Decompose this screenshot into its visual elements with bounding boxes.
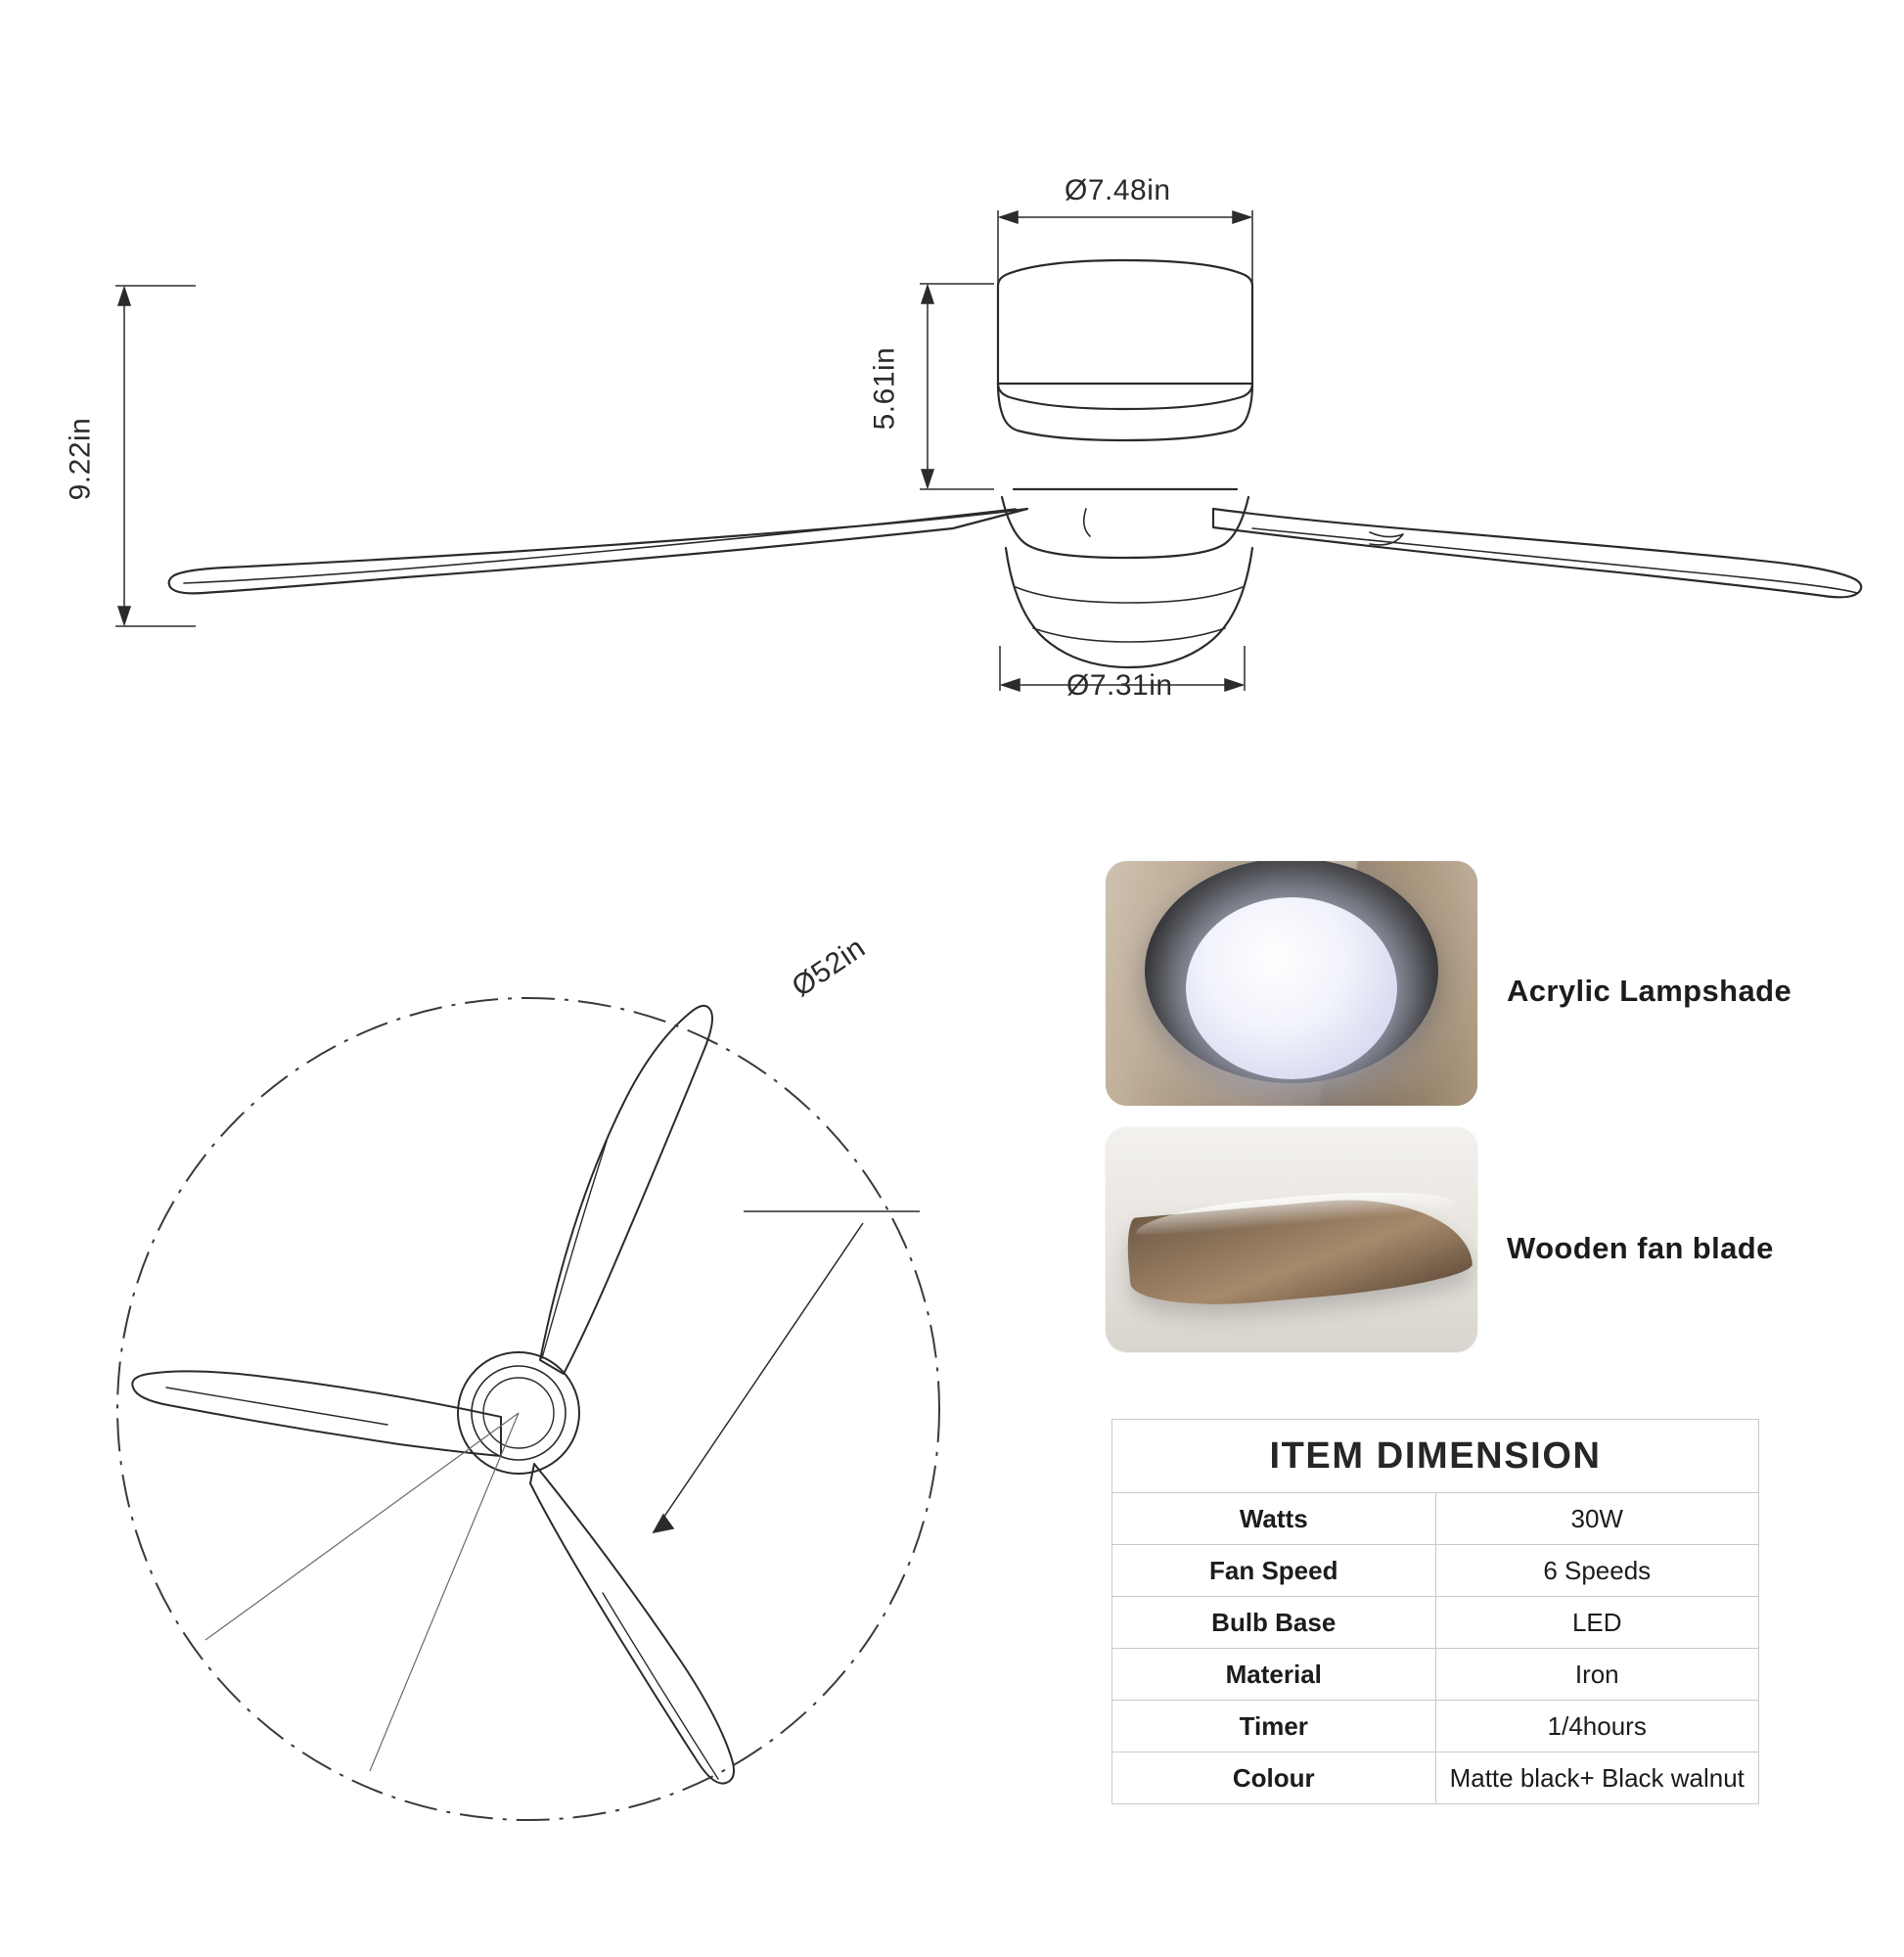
table-row [1112, 1545, 1759, 1597]
spec-value: Iron [1435, 1649, 1759, 1701]
plan-view-drawing [59, 900, 1037, 1957]
blade-plan-2 [132, 1371, 501, 1456]
hub-outline [1002, 497, 1248, 558]
spec-value: LED [1435, 1597, 1759, 1649]
table-title-row [1112, 1420, 1759, 1493]
motor-housing-lower [998, 384, 1252, 440]
table-row [1112, 1493, 1759, 1545]
spec-key: Bulb Base [1112, 1597, 1436, 1649]
feature-label-wooden-fan-blade: Wooden fan blade [1507, 1231, 1774, 1265]
table-title: ITEM DIMENSION [1112, 1420, 1759, 1493]
spec-key: Watts [1112, 1493, 1436, 1545]
side-elevation-drawing [0, 0, 1904, 744]
table-row [1112, 1649, 1759, 1701]
table-row [1112, 1597, 1759, 1649]
spec-value: 1/4hours [1435, 1701, 1759, 1752]
dimension-light-housing-diameter: Ø7.31in [1066, 669, 1173, 702]
blade-right-outline [1213, 509, 1861, 597]
table-row [1112, 1701, 1759, 1752]
spec-key: Material [1112, 1649, 1436, 1701]
feature-photo-acrylic-lampshade [1106, 861, 1477, 1106]
spec-key: Timer [1112, 1701, 1436, 1752]
dimension-top-canopy-diameter: Ø7.48in [1065, 174, 1171, 206]
dimension-overall-height: 9.22in [64, 417, 97, 501]
spec-value: 6 Speeds [1435, 1545, 1759, 1597]
motor-housing-outline [998, 260, 1252, 409]
blade-plan-3 [530, 1464, 734, 1784]
dimension-blade-span: Ø52in [786, 931, 872, 1004]
feature-photo-wooden-fan-blade [1106, 1127, 1477, 1352]
feature-label-acrylic-lampshade: Acrylic Lampshade [1507, 974, 1792, 1008]
blade-sweep-circle [117, 998, 939, 1820]
item-dimension-table [1111, 1419, 1759, 1804]
dimension-motor-housing-height: 5.61in [868, 346, 901, 431]
light-kit-dome [1006, 548, 1252, 667]
spec-value: Matte black+ Black walnut [1435, 1752, 1759, 1804]
blade-plan-1 [540, 1006, 712, 1374]
spec-key: Colour [1112, 1752, 1436, 1804]
spec-key: Fan Speed [1112, 1545, 1436, 1597]
table-row [1112, 1752, 1759, 1804]
spec-value: 30W [1435, 1493, 1759, 1545]
